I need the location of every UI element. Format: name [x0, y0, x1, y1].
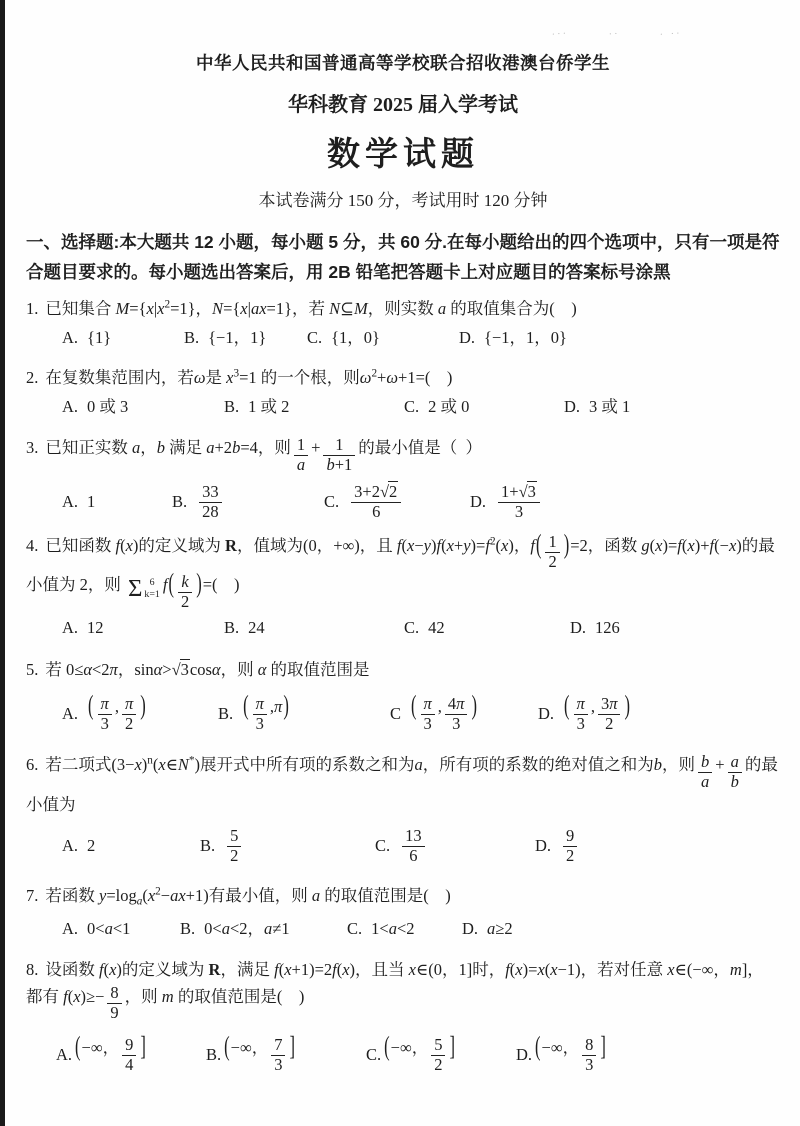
question-8-option-b — [206, 1030, 366, 1074]
question-7-text: 若函数 $y=\log_a(x^2-ax+1)$有最小值，则 a 的取值范围是( ) — [45, 884, 451, 908]
question-4-stem — [26, 528, 780, 612]
option-value: 12 — [87, 617, 104, 637]
option-label: C. — [347, 919, 363, 939]
question-number: 3. — [26, 438, 39, 458]
option-value: 42 — [428, 617, 445, 637]
question-8-option-d — [516, 1030, 607, 1074]
option-value: 24 — [248, 617, 265, 637]
scan-edge — [0, 0, 5, 1126]
question-number: 5. — [26, 660, 39, 680]
question-number: 8. — [26, 959, 39, 979]
exam-session-line: 华科教育 2025 届入学考试 — [288, 94, 518, 117]
question-number: 6. — [26, 755, 39, 775]
option-value: {1，0} — [331, 328, 380, 348]
question-8-option-a — [56, 1030, 206, 1074]
question-8-text: 设函数 f(x)的定义域为 R，满足 f(x+1)=2f(x)，且当 x∈(0，1]时，f(x)=x(x−1)，若对任意 x∈(−∞，m]，都有 f(x)≥− $\frac{8}{9}$ ，则 m 的取值范围是( ) — [26, 959, 764, 1023]
option-value: 0<a<2，a≠1 — [204, 919, 290, 939]
question-6-option-d — [535, 827, 580, 866]
question-3-options — [26, 483, 780, 522]
option-label: B. — [200, 835, 216, 855]
question-1-option-a — [62, 325, 184, 352]
question-2-option-d — [564, 394, 630, 421]
question-4-option-d — [570, 615, 620, 642]
option-value: (−∞， $\frac{7}{3}$ ] — [224, 1030, 295, 1074]
question-5 — [26, 657, 780, 733]
option-value: 0<a<1 — [87, 919, 131, 939]
option-value: 2 或 0 — [428, 397, 470, 417]
scan-artifact: . .. — [659, 25, 682, 38]
question-8-options — [26, 1030, 780, 1074]
option-value: 1 — [87, 491, 96, 511]
option-label: A. — [56, 1044, 73, 1064]
option-value: ( $\frac{\pi}{3}$ , $\frac{4\pi}{3}$ ) — [411, 689, 477, 733]
scan-artifact: ... — [551, 25, 569, 38]
option-value: {1} — [87, 328, 112, 348]
option-value: {−1，1，0} — [484, 328, 567, 348]
option-value: ( $\frac{\pi}{3}$ , $\frac{3\pi}{2}$ ) — [564, 689, 630, 733]
option-label: A. — [62, 397, 79, 417]
option-label: D. — [462, 919, 479, 939]
option-value: (−∞， $\frac{5}{2}$ ] — [384, 1030, 455, 1074]
question-6 — [26, 752, 780, 866]
option-label: B. — [206, 1044, 222, 1064]
option-label: C. — [404, 397, 420, 417]
question-4-option-b — [224, 615, 404, 642]
question-1-options — [26, 325, 780, 352]
option-value: 1<a<2 — [371, 919, 415, 939]
option-value: 0 或 3 — [87, 397, 129, 417]
question-3-option-b — [172, 483, 324, 522]
option-label: A. — [62, 617, 79, 637]
question-7-option-b — [180, 916, 347, 943]
question-1 — [26, 295, 780, 352]
option-label: B. — [172, 491, 188, 511]
option-value: 126 — [595, 617, 620, 637]
question-4-text: 已知函数 f(x)的定义域为 R，值域为(0，+∞)，且 $f(x-y)f(x+y)=f^2(x)$，f( $\frac{1}{2}$ )=2，函数 g(x)=f(x)+f(−x)的最小值为 2，则 Σ 6 k=1 f( $\frac{k}{2}$ )=( ) — [26, 528, 775, 611]
question-7-options — [26, 916, 780, 943]
option-value: $\frac{33}{28}$ — [196, 483, 225, 522]
option-label: C. — [324, 491, 340, 511]
question-3-text: 已知正实数 a，b 满足 a+2b=4，则 $\frac{1}{a}$ + $\frac{1}{b+1}$ 的最小值是（ ） — [45, 434, 482, 474]
question-1-text: 已知集合 $M=\{x|x^2=1\}$，N={x|ax=1}，若 N⊆M，则实数 a 的取值集合为( ) — [45, 297, 577, 318]
option-label: B. — [224, 617, 240, 637]
option-label: A. — [62, 491, 79, 511]
option-value: 2 — [87, 835, 96, 855]
option-value: $\frac{1+√3}{3}$ — [495, 483, 543, 522]
question-7-stem — [26, 882, 780, 910]
option-value: $\frac{13}{6}$ — [399, 827, 428, 866]
option-label: C — [390, 703, 402, 723]
question-6-text: 若二项式$(3-x)^n(x\in N^*)$展开式中所有项的系数之和为a，所有项的系数的绝对值之和为b，则 $\frac{b}{a}$ + $\frac{a}{b}$ 的最小值为 — [26, 751, 778, 814]
option-label: D. — [538, 703, 555, 723]
question-7-option-a — [62, 916, 180, 943]
option-label: D. — [535, 835, 552, 855]
question-4-options — [26, 615, 780, 642]
option-label: A. — [62, 703, 79, 723]
question-2 — [26, 364, 780, 421]
question-5-option-c — [390, 689, 538, 733]
question-8-option-c — [366, 1030, 516, 1074]
question-3 — [26, 435, 780, 522]
option-label: C. — [307, 328, 323, 348]
question-5-text: 若 0≤α<2π，sinα>√3cosα，则 α 的取值范围是 — [45, 660, 370, 680]
question-2-text: 在复数集范围内，若ω是 $x^3=1$ 的一个根，则$\omega^2+\omega+1=$( ) — [45, 366, 453, 387]
question-1-stem — [26, 295, 780, 322]
option-label: C. — [375, 835, 391, 855]
question-5-options — [26, 689, 780, 733]
option-label: D. — [516, 1044, 533, 1064]
question-6-stem — [26, 752, 780, 819]
question-number: 1. — [26, 298, 39, 318]
option-label: A. — [62, 919, 79, 939]
question-4-option-a — [62, 615, 224, 642]
question-2-option-a — [62, 394, 224, 421]
question-number: 7. — [26, 885, 39, 905]
option-label: B. — [218, 703, 234, 723]
question-3-option-c — [324, 483, 470, 522]
question-8-stem — [26, 957, 780, 1023]
exam-organization-line: 中华人民共和国普通高等学校联合招收港澳台侨学生 — [196, 53, 610, 73]
question-1-option-b — [184, 325, 307, 352]
option-value: 1 或 2 — [248, 397, 290, 417]
question-2-options — [26, 394, 780, 421]
question-2-option-b — [224, 394, 404, 421]
option-value: (−∞， $\frac{9}{4}$ ] — [75, 1030, 146, 1074]
option-value: {−1，1} — [208, 328, 267, 348]
question-3-option-d — [470, 483, 543, 522]
question-3-option-a — [62, 489, 172, 516]
question-6-option-b — [200, 827, 375, 866]
question-4-option-c — [404, 615, 570, 642]
question-5-stem — [26, 657, 780, 684]
question-5-option-d — [538, 689, 631, 733]
option-label: D. — [470, 491, 487, 511]
question-5-option-a — [62, 689, 218, 733]
option-label: B. — [184, 328, 200, 348]
option-label: A. — [62, 328, 79, 348]
question-4 — [26, 528, 780, 641]
question-1-option-d — [459, 325, 567, 352]
question-6-option-a — [62, 833, 200, 860]
question-2-stem — [26, 364, 780, 391]
section-instructions: 一、选择题:本大题共 12 小题，每小题 5 分，共 60 分.在每小题给出的四个选项中，只有一项是符合题目要求的。每小题选出答案后，用 2B 铅笔把答题卡上对应题目的答案标号涂黑 — [26, 231, 780, 282]
question-6-option-c — [375, 827, 535, 866]
option-label: C. — [366, 1044, 382, 1064]
option-label: B. — [180, 919, 196, 939]
option-value: 3 或 1 — [589, 397, 631, 417]
option-value: a≥2 — [487, 919, 513, 939]
question-3-stem — [26, 435, 780, 474]
option-value: $\frac{9}{2}$ — [560, 827, 580, 866]
option-label: D. — [570, 617, 587, 637]
question-8 — [26, 957, 780, 1075]
option-value: $\frac{3+2√2}{6}$ — [348, 483, 404, 522]
question-5-option-b — [218, 689, 390, 733]
option-label: D. — [564, 397, 581, 417]
option-value: ( $\frac{\pi}{3}$ , $\frac{\pi}{2}$ ) — [88, 689, 146, 733]
option-value: ( $\frac{\pi}{3}$ ,π) — [243, 689, 289, 733]
question-7-option-d — [462, 916, 513, 943]
option-value: (−∞， $\frac{8}{3}$ ] — [535, 1030, 606, 1074]
question-6-options — [26, 827, 780, 866]
question-2-option-c — [404, 394, 564, 421]
question-number: 2. — [26, 367, 39, 387]
question-7 — [26, 882, 780, 943]
option-label: A. — [62, 835, 79, 855]
scan-artifacts — [552, 24, 682, 40]
option-label: B. — [224, 397, 240, 417]
scan-artifact: .. — [608, 25, 620, 38]
question-1-option-c — [307, 325, 459, 352]
question-7-option-c — [347, 916, 462, 943]
option-label: C. — [404, 617, 420, 637]
option-value: $\frac{5}{2}$ — [224, 827, 244, 866]
option-label: D. — [459, 328, 476, 348]
paper-title: 数学试题 — [327, 137, 479, 174]
paper-info: 本试卷满分 150 分，考试用时 120 分钟 — [258, 191, 548, 211]
question-number: 4. — [26, 535, 39, 555]
